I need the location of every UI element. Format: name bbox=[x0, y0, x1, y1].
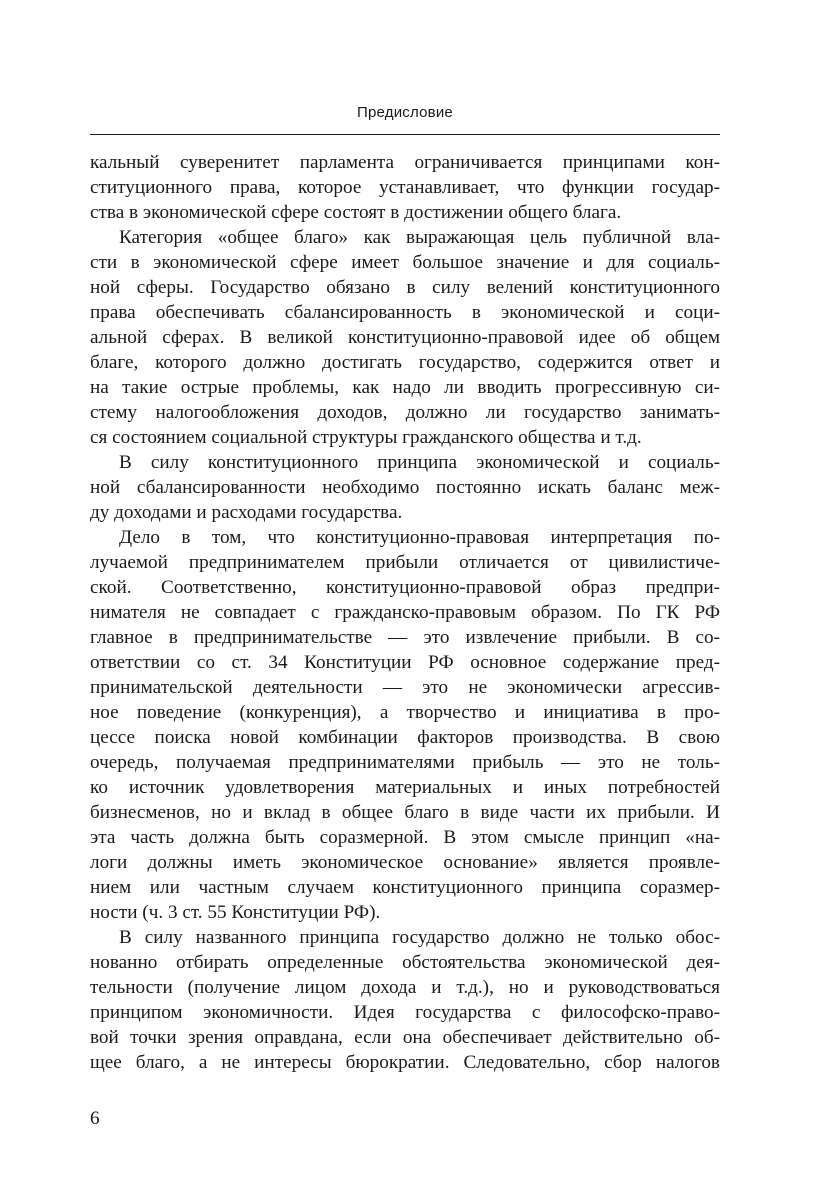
text-line: ституционного права, которое устанавливает, что функции государ- bbox=[90, 177, 720, 198]
text-line: нимателя не совпадает с гражданско-правовым образом. По ГК РФ bbox=[90, 602, 720, 623]
paragraph bbox=[90, 225, 720, 450]
text-line: альной сферах. В великой конституционно-правовой идее об общем bbox=[90, 327, 720, 348]
text-line: принципом экономичности. Идея государства с философско-право- bbox=[90, 1002, 720, 1023]
text-line: на такие острые проблемы, как надо ли вводить прогрессивную си- bbox=[90, 377, 720, 398]
text-line: ду доходами и расходами государства. bbox=[90, 502, 403, 523]
text-line: цессе поиска новой комбинации факторов производства. В свою bbox=[90, 727, 720, 748]
text-line: стему налогообложения доходов, должно ли государство занимать- bbox=[90, 402, 720, 423]
text-line: ко источник удовлетворения материальных и иных потребностей bbox=[90, 777, 720, 798]
text-line: вой точки зрения оправдана, если она обеспечивает действительно об- bbox=[90, 1027, 720, 1048]
text-line: эта часть должна быть соразмерной. В этом смысле принцип «на- bbox=[90, 827, 720, 848]
text-line: бизнесменов, но и вклад в общее благо в виде части их прибыли. И bbox=[90, 802, 720, 823]
text-line: ное поведение (конкуренция), а творчество и инициатива в про- bbox=[90, 702, 720, 723]
text-line: ской. Соответственно, конституционно-правовой образ предпри- bbox=[90, 577, 720, 598]
text-line: ной сферы. Государство обязано в силу велений конституционного bbox=[90, 277, 720, 298]
text-line: тельности (получение лицом дохода и т.д.), но и руководствоваться bbox=[90, 977, 720, 998]
text-line: щее благо, а не интересы бюрократии. Следовательно, сбор налогов bbox=[90, 1052, 720, 1073]
text-line: ности (ч. 3 ст. 55 Конституции РФ). bbox=[90, 902, 381, 923]
text-line: Дело в том, что конституционно-правовая интерпретация по- bbox=[119, 527, 720, 548]
body-text bbox=[90, 150, 720, 1075]
text-line: логи должны иметь экономическое основание» является проявле- bbox=[90, 852, 720, 873]
text-line: ства в экономической сфере состоят в достижении общего блага. bbox=[90, 202, 622, 223]
text-line: сти в экономической сфере имеет большое значение и для социаль- bbox=[90, 252, 720, 273]
text-line: благе, которого должно достигать государство, содержится ответ и bbox=[90, 352, 720, 373]
paragraph bbox=[90, 450, 720, 525]
text-line: ответствии со ст. 34 Конституции РФ основное содержание пред- bbox=[90, 652, 720, 673]
header-rule bbox=[90, 134, 720, 135]
paragraph bbox=[90, 925, 720, 1075]
text-line: Категория «общее благо» как выражающая цель публичной вла- bbox=[119, 227, 720, 248]
text-line: очередь, получаемая предпринимателями прибыль — это не толь- bbox=[90, 752, 720, 773]
text-line: ся состоянием социальной структуры гражданского общества и т.д. bbox=[90, 427, 642, 448]
page-number: 6 bbox=[90, 1108, 100, 1129]
paragraph-continued bbox=[90, 150, 720, 225]
text-line: права обеспечивать сбалансированность в экономической и соци- bbox=[90, 302, 720, 323]
paragraph bbox=[90, 525, 720, 925]
text-line: принимательской деятельности — это не экономически агрессив- bbox=[90, 677, 720, 698]
running-head-title: Предисловие bbox=[357, 104, 453, 121]
text-line: В силу конституционного принципа экономической и социаль- bbox=[119, 452, 720, 473]
text-line: нием или частным случаем конституционного принципа соразмер- bbox=[90, 877, 720, 898]
text-line: нованно отбирать определенные обстоятельства экономической дея- bbox=[90, 952, 720, 973]
text-line: В силу названного принципа государство должно не только обос- bbox=[119, 927, 720, 948]
text-line: лучаемой предпринимателем прибыли отличается от цивилистиче- bbox=[90, 552, 720, 573]
text-line: ной сбалансированности необходимо постоянно искать баланс меж- bbox=[90, 477, 720, 498]
text-line: кальный суверенитет парламента ограничивается принципами кон- bbox=[90, 152, 720, 173]
text-line: главное в предпринимательстве — это извлечение прибыли. В со- bbox=[90, 627, 720, 648]
